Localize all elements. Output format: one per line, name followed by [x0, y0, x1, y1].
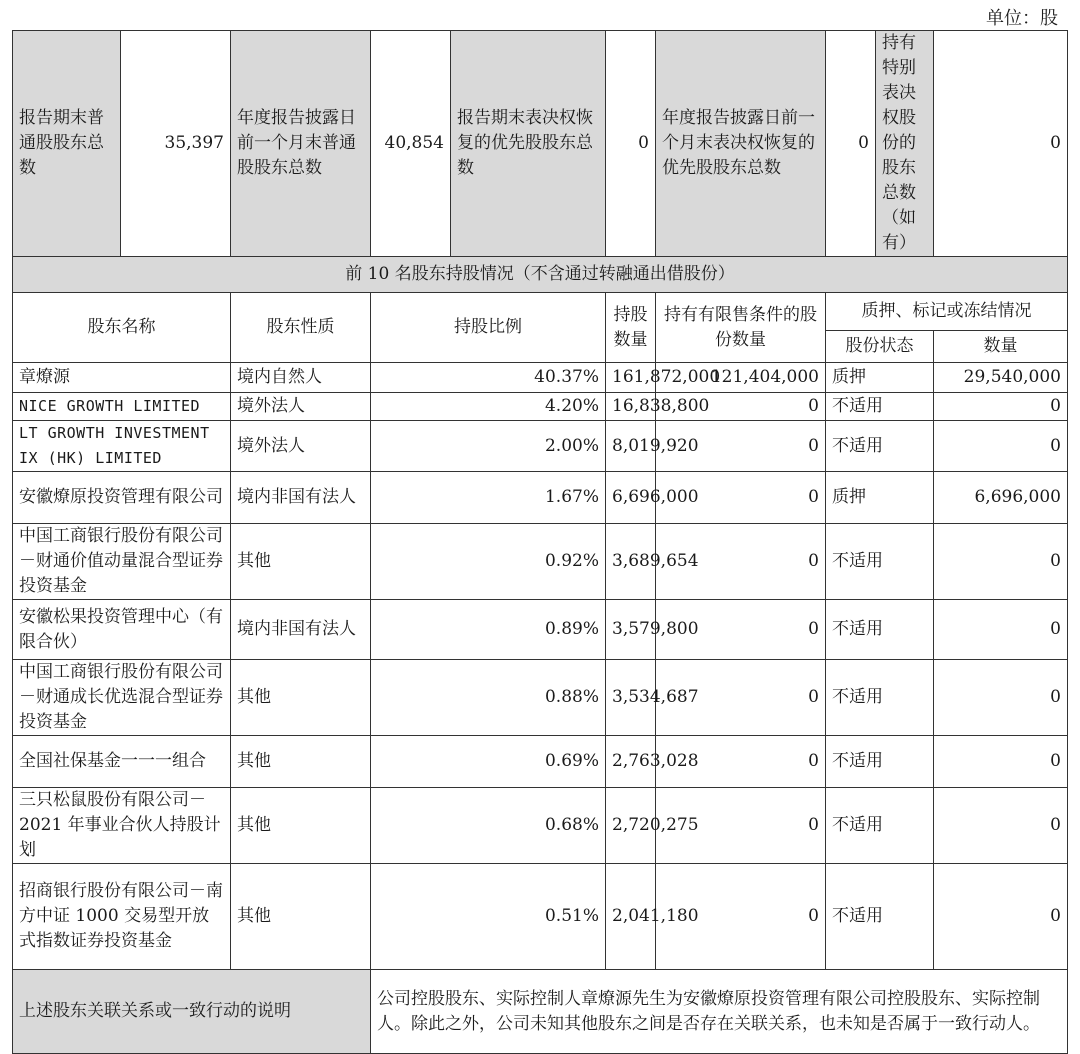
summary-value-4: 0 — [826, 31, 876, 257]
shareholder-nature: 境外法人 — [231, 421, 371, 472]
summary-label-4: 年度报告披露日前一个月末表决权恢复的优先股股东总数 — [656, 31, 826, 257]
shareholder-name: 招商银行股份有限公司－南方中证 1000 交易型开放式指数证券投资基金 — [13, 864, 231, 970]
header-pledge-qty: 数量 — [934, 331, 1068, 363]
shareholder-name: 中国工商银行股份有限公司－财通价值动量混合型证券投资基金 — [13, 524, 231, 600]
holding-ratio: 0.88% — [371, 660, 606, 736]
holding-quantity: 8,019,920 — [606, 421, 656, 472]
footer-label: 上述股东关联关系或一致行动的说明 — [13, 970, 371, 1054]
holding-quantity: 6,696,000 — [606, 472, 656, 524]
shareholder-nature: 境外法人 — [231, 393, 371, 421]
holding-quantity: 2,763,028 — [606, 736, 656, 788]
header-ratio: 持股比例 — [371, 293, 606, 363]
summary-value-2: 40,854 — [371, 31, 451, 257]
restricted-quantity: 0 — [656, 524, 826, 600]
pledge-status: 不适用 — [826, 788, 934, 864]
shareholder-name: 章燎源 — [13, 363, 231, 393]
pledge-quantity: 0 — [934, 736, 1068, 788]
shareholder-nature: 境内非国有法人 — [231, 600, 371, 660]
holding-quantity: 16,838,800 — [606, 393, 656, 421]
restricted-quantity: 0 — [656, 864, 826, 970]
summary-label-2: 年度报告披露日前一个月末普通股股东总数 — [231, 31, 371, 257]
holding-ratio: 2.00% — [371, 421, 606, 472]
table-row — [13, 864, 1068, 970]
table-row — [13, 363, 1068, 393]
holding-quantity: 3,534,687 — [606, 660, 656, 736]
pledge-status: 质押 — [826, 363, 934, 393]
pledge-quantity: 0 — [934, 660, 1068, 736]
table-row — [13, 788, 1068, 864]
pledge-quantity: 29,540,000 — [934, 363, 1068, 393]
holding-ratio: 40.37% — [371, 363, 606, 393]
shareholder-name: 安徽燎原投资管理有限公司 — [13, 472, 231, 524]
holding-quantity: 161,872,000 — [606, 363, 656, 393]
summary-label-3: 报告期末表决权恢复的优先股股东总数 — [451, 31, 606, 257]
table-row — [13, 421, 1068, 472]
summary-value-5: 0 — [934, 31, 1068, 257]
pledge-quantity: 0 — [934, 421, 1068, 472]
restricted-quantity: 0 — [656, 393, 826, 421]
header-restricted: 持有有限售条件的股份数量 — [656, 293, 826, 363]
holding-quantity: 3,579,800 — [606, 600, 656, 660]
shareholder-nature: 其他 — [231, 864, 371, 970]
shareholder-nature: 境内自然人 — [231, 363, 371, 393]
pledge-quantity: 0 — [934, 393, 1068, 421]
header-quantity: 持股数量 — [606, 293, 656, 363]
pledge-quantity: 0 — [934, 524, 1068, 600]
section-title: 前 10 名股东持股情况（不含通过转融通出借股份） — [13, 257, 1068, 293]
header-name: 股东名称 — [13, 293, 231, 363]
holding-quantity: 3,689,654 — [606, 524, 656, 600]
header-pledge-status: 股份状态 — [826, 331, 934, 363]
holding-ratio: 4.20% — [371, 393, 606, 421]
pledge-quantity: 0 — [934, 864, 1068, 970]
holding-ratio: 0.92% — [371, 524, 606, 600]
pledge-status: 不适用 — [826, 600, 934, 660]
holding-ratio: 0.68% — [371, 788, 606, 864]
holding-quantity: 2,041,180 — [606, 864, 656, 970]
restricted-quantity: 0 — [656, 788, 826, 864]
summary-label-5: 持有特别表决权股份的股东总数（如有） — [876, 31, 934, 257]
table-row — [13, 600, 1068, 660]
summary-label-1: 报告期末普通股股东总数 — [13, 31, 121, 257]
shareholder-name: 中国工商银行股份有限公司－财通成长优选混合型证券投资基金 — [13, 660, 231, 736]
shareholder-table — [12, 30, 1068, 1054]
pledge-status: 不适用 — [826, 524, 934, 600]
shareholder-name: 三只松鼠股份有限公司－2021 年事业合伙人持股计划 — [13, 788, 231, 864]
pledge-quantity: 0 — [934, 788, 1068, 864]
holding-ratio: 0.89% — [371, 600, 606, 660]
pledge-status: 不适用 — [826, 864, 934, 970]
pledge-quantity: 6,696,000 — [934, 472, 1068, 524]
restricted-quantity: 121,404,000 — [656, 363, 826, 393]
pledge-status: 不适用 — [826, 393, 934, 421]
shareholder-nature: 其他 — [231, 524, 371, 600]
summary-value-3: 0 — [606, 31, 656, 257]
shareholder-nature: 其他 — [231, 788, 371, 864]
shareholder-nature: 其他 — [231, 736, 371, 788]
pledge-status: 质押 — [826, 472, 934, 524]
shareholder-nature: 境内非国有法人 — [231, 472, 371, 524]
pledge-quantity: 0 — [934, 600, 1068, 660]
unit-label: 单位：股 — [986, 8, 1058, 29]
shareholder-name: LT GROWTH INVESTMENT IX (HK) LIMITED — [13, 421, 231, 472]
restricted-quantity: 0 — [656, 600, 826, 660]
header-pledge-group: 质押、标记或冻结情况 — [826, 293, 1068, 331]
pledge-status: 不适用 — [826, 736, 934, 788]
shareholder-nature: 其他 — [231, 660, 371, 736]
restricted-quantity: 0 — [656, 736, 826, 788]
holding-quantity: 2,720,275 — [606, 788, 656, 864]
restricted-quantity: 0 — [656, 421, 826, 472]
summary-row — [13, 31, 1068, 257]
restricted-quantity: 0 — [656, 472, 826, 524]
shareholder-name: NICE GROWTH LIMITED — [13, 393, 231, 421]
table-row — [13, 736, 1068, 788]
table-row — [13, 660, 1068, 736]
holding-ratio: 1.67% — [371, 472, 606, 524]
holding-ratio: 0.51% — [371, 864, 606, 970]
table-row — [13, 393, 1068, 421]
header-nature: 股东性质 — [231, 293, 371, 363]
shareholder-name: 安徽松果投资管理中心（有限合伙） — [13, 600, 231, 660]
table-row — [13, 524, 1068, 600]
footer-text: 公司控股股东、实际控制人章燎源先生为安徽燎原投资管理有限公司控股股东、实际控制人。除此之外，公司未知其他股东之间是否存在关联关系，也未知是否属于一致行动人。 — [371, 970, 1068, 1054]
pledge-status: 不适用 — [826, 421, 934, 472]
table-row — [13, 472, 1068, 524]
summary-value-1: 35,397 — [121, 31, 231, 257]
restricted-quantity: 0 — [656, 660, 826, 736]
holding-ratio: 0.69% — [371, 736, 606, 788]
pledge-status: 不适用 — [826, 660, 934, 736]
shareholder-name: 全国社保基金一一一组合 — [13, 736, 231, 788]
